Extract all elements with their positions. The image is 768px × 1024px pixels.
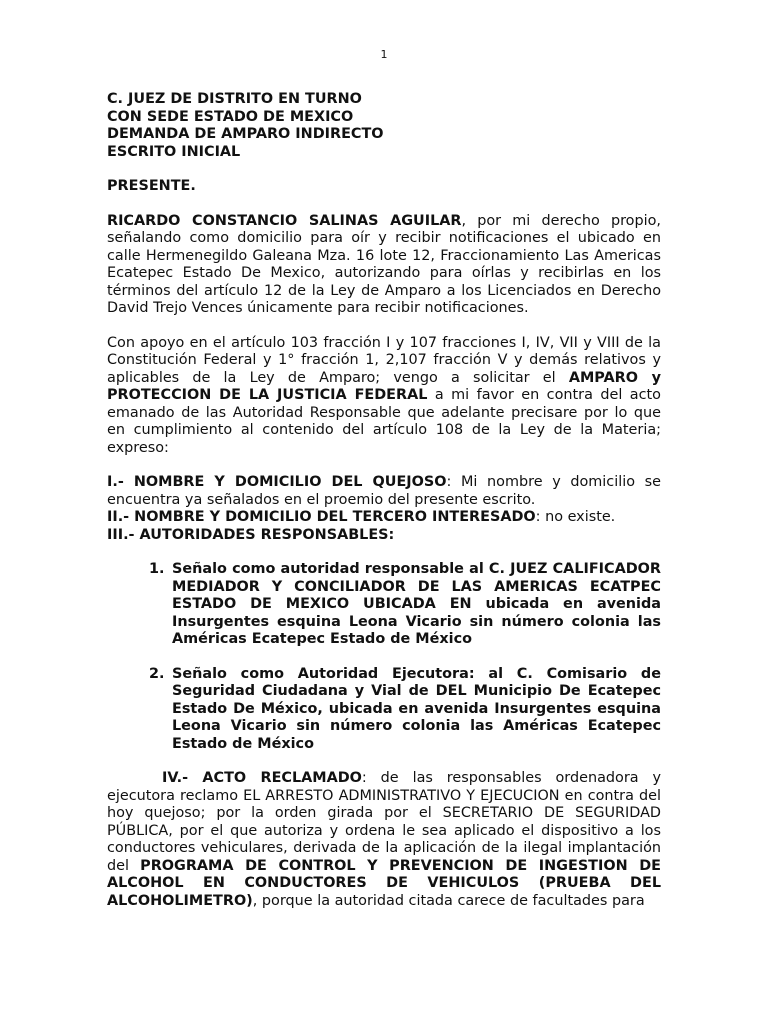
addressee-line-3: DEMANDA DE AMPARO INDIRECTO — [107, 126, 384, 142]
acto-reclamado-text-after: , porque la autoridad citada carece de facultades para — [252, 892, 645, 909]
section-quejoso — [107, 474, 661, 509]
authorities-list — [107, 561, 661, 753]
legal-basis-text-before: Con apoyo en el artículo 103 fracción I y 107 fracciones I, IV, VII y VIII de la Constitución Federal y 1° fracción 1, 2,107 fracción V y demás relativos y aplicables de la Ley de Amparo; vengo a solicitar el — [107, 334, 661, 386]
program-name: PROGRAMA DE CONTROL Y PREVENCION DE INGESTION DE ALCOHOL EN CONDUCTORES DE VEHICULOS (PRUEBA DEL ALCOHOLIMETRO) — [107, 857, 661, 909]
legal-basis-paragraph — [107, 335, 661, 458]
section-quejoso-label: I.- NOMBRE Y DOMICILIO DEL QUEJOSO — [107, 474, 447, 490]
intro-paragraph — [107, 213, 661, 318]
amparo-request: AMPARO y PROTECCION DE LA JUSTICIA FEDERAL — [107, 369, 661, 403]
intro-text: , por mi derecho propio, señalando como domicilio para oír y recibir notificaciones el ubicado en calle Hermenegildo Galeana Mza. 16 lote 12, Fraccionamiento Las Americas Ecatepec Estado De Mexico, autorizando para oírlas y recibirlas en los términos del artículo 12 de la Ley de Amparo a los Licenciados en Derecho David Trejo Vences únicamente para recibir notificaciones. — [107, 212, 661, 316]
addressee-block — [107, 91, 661, 161]
document-body — [107, 91, 661, 910]
section-tercero-text: : no existe. — [535, 509, 616, 525]
acto-reclamado-paragraph — [107, 770, 661, 910]
authority-number: 1. — [149, 561, 165, 577]
authority-item — [107, 561, 661, 649]
page-number: 1 — [380, 48, 388, 61]
authority-text: Señalo como Autoridad Ejecutora: al C. Comisario de Seguridad Ciudadana y Vial de DEL Municipio De Ecatepec Estado De México, ubicada en avenida Insurgentes esquina Leona Vicario sin número colonia las Américas Ecatepec Estado de México — [172, 665, 661, 752]
authority-number: 2. — [149, 665, 165, 682]
acto-reclamado-label: IV.- ACTO RECLAMADO — [162, 770, 362, 786]
acto-reclamado-text-before: : de las responsables ordenadora y ejecutora reclamo EL ARRESTO ADMINISTRATIVO Y EJECUCION en contra del hoy quejoso; por la orden girada por el SECRETARIO DE SEGURIDAD PÚBLICA, por el que autoriza y ordena le sea aplicado el dispositivo a los conductores vehiculares, derivada de la aplicación de la ilegal implantación del — [107, 770, 661, 874]
authority-item — [107, 666, 661, 754]
section-tercero-label: II.- NOMBRE Y DOMICILIO DEL TERCERO INTERESADO — [107, 509, 536, 525]
legal-basis-text-after: a mi favor en contra del acto emanado de las Autoridad Responsable que adelante precisare por lo que en cumplimiento al contenido del artículo 108 de la Ley de la Materia; expreso: — [107, 387, 661, 456]
presente-heading: PRESENTE. — [107, 178, 196, 194]
section-quejoso-text: : Mi nombre y domicilio se encuentra ya señalados en el proemio del presente escrito. — [107, 474, 662, 508]
plaintiff-name: RICARDO CONSTANCIO SALINAS AGUILAR — [107, 212, 462, 229]
section-autoridades-heading: III.- AUTORIDADES RESPONSABLES: — [107, 526, 395, 543]
addressee-line-2: CON SEDE ESTADO DE MEXICO — [107, 108, 354, 125]
addressee-line-4: ESCRITO INICIAL — [107, 143, 241, 160]
addressee-line-1: C. JUEZ DE DISTRITO EN TURNO — [107, 91, 362, 107]
section-tercero — [107, 509, 661, 527]
authority-text: Señalo como autoridad responsable al C. JUEZ CALIFICADOR MEDIADOR Y CONCILIADOR DE LAS AMERICAS ECATPEC ESTADO DE MEXICO UBICADA EN ubicada en avenida Insurgentes esquina Leona Vicario sin número colonia las Américas Ecatepec Estado de México — [172, 561, 661, 647]
